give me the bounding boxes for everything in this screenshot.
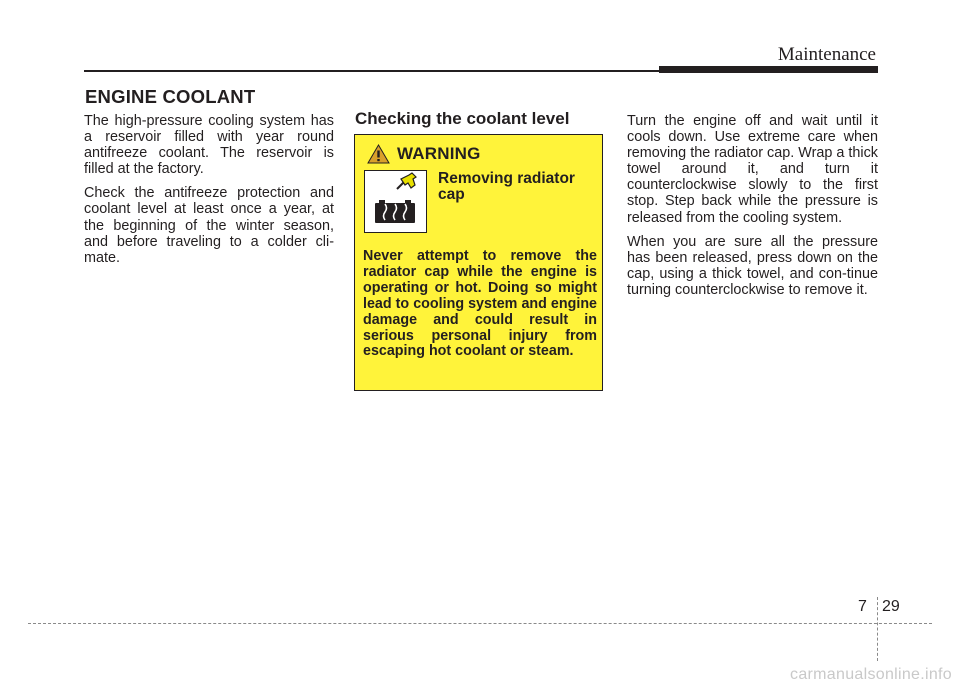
page-header-title: Maintenance <box>777 44 876 65</box>
warning-body: Never attempt to remove the radiator cap while the engine is operating or hot. Doing so might lead to cooling system and engine damage and could result in serious personal injury from escaping hot coolant or steam. <box>363 248 597 360</box>
watermark: carmanualsonline.info <box>790 666 952 683</box>
footer-rule <box>28 623 932 624</box>
radiator-icon-frame <box>364 170 427 233</box>
section-title: ENGINE COOLANT <box>85 86 256 107</box>
procedure-paragraph-2: When you are sure all the pressure has been released, press down on the cap, using a thick towel, and con-tinue turning counterclockwise to remove it. <box>627 233 878 298</box>
column-procedure <box>627 113 878 306</box>
column-intro <box>84 113 334 274</box>
subsection-heading: Checking the coolant level <box>355 109 570 128</box>
warning-title: Removing radiator cap <box>438 170 575 203</box>
warning-box <box>354 134 603 391</box>
page-number: 29 <box>882 598 900 615</box>
intro-paragraph-1: The high-pressure cooling system has a reservoir filled with year round antifreeze coolant. The reservoir is filled at the factory. <box>84 113 334 178</box>
warning-label: WARNING <box>397 144 481 163</box>
warning-header <box>367 144 481 164</box>
procedure-paragraph-1: Turn the engine off and wait until it cools down. Use extreme care when removing the radiator cap. Wrap a thick towel around it, and turn it counterclockwise slowly to the first stop. Step back while the pressure is released from the cooling system. <box>627 113 878 226</box>
intro-paragraph-2: Check the antifreeze protection and coolant level at least once a year, at the beginning of the winter season, and before traveling to a colder cli-mate. <box>84 185 334 266</box>
warning-triangle-icon <box>367 144 390 164</box>
header-rule <box>84 70 659 72</box>
chapter-number: 7 <box>858 598 867 615</box>
header-bar <box>659 66 878 73</box>
radiator-cap-hazard-icon <box>365 171 426 232</box>
footer-divider <box>877 597 878 661</box>
